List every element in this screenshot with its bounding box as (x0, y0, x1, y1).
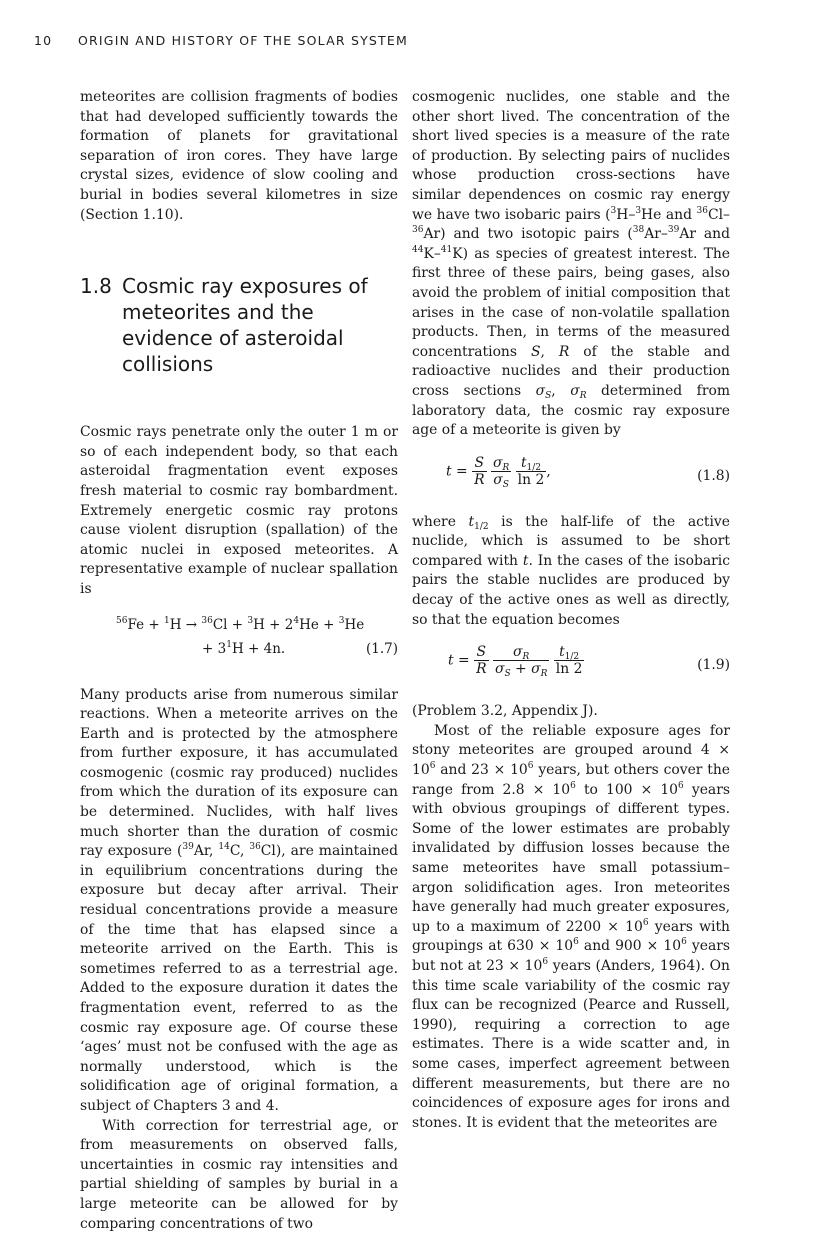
equation-number: (1.9) (697, 657, 730, 674)
paragraph: Cosmic rays penetrate only the outer 1 m or so of each independent body, so that each asteroidal fragmentation event exposes fresh material to cosmic ray bombardment. Extremely energetic cosmic ray protons cause violent disruption (spallation) of the atomic nuclei in exposed meteorites. A representative example of nuclear spallation is (80, 424, 398, 597)
paragraph: Many products arise from numerous similar reactions. When a meteorite arrives on the Earth and is protected by the atmosphere from further exposure, it has accumulated cosmogenic (cosmic ray produced) nuclides from which the duration of its exposure can be determined. Nuclides, with half lives much shorter than the duration of cosmic ray exposure ($^{39}$Ar, $^{14}$C, $^{36}$Cl), are maintained in equilibrium concentrations during the exposure but decay after arrival. Their residual concentrations provide a measure of the time that has elapsed since a meteorite arrived on the Earth. This is sometimes referred to as a terrestrial age. Added to the exposure duration it dates the fragmentation event, referred to as the cosmic ray exposure age. Of course these ‘ages’ must not be confused with the age as normally understood, which is the solidification age of original formation, a subject of Chapters 3 and 4. (80, 686, 398, 1114)
section-number: 1.8 (80, 274, 112, 299)
left-column (80, 88, 398, 1234)
running-header (34, 33, 408, 48)
running-title: ORIGIN AND HISTORY OF THE SOLAR SYSTEM (78, 33, 408, 48)
page-number: 10 (34, 33, 53, 48)
equation-1-9: t = $\frac{S}{R}$ $\frac{\sigma_R}{\sigma_S + \sigma_R}$ $\frac{t_{1/2}}{\ln 2}$ (1.9) (448, 644, 730, 680)
paragraph: Most of the reliable exposure ages for stony meteorites are grouped around $4 \times 10^6$ and $23 \times 10^6$ years, but others cover the range from $2.8 \times 10^6$ to $100 \times 10^6$ years with obvious groupings of different types. Some of the lower estimates are probably invalidated by diffusion losses because the same meteorites have small potassium–argon solidification ages. Iron meteorites have generally had much greater exposures, up to a maximum of $2200 \times 10^6$ years with groupings at $630 \times 10^6$ and $900 \times 10^6$ years but not at $23 \times 10^6$ years (Anders, 1964). On this time scale variability of the cosmic ray flux can be recognized (Pearce and Russell, 1990), requiring a correction to age estimates. There is a wide scatter and, in some cases, imperfect agreement between different measurements, but there are no coincidences of exposure ages for irons and stones. It is evident that the meteorites are (412, 722, 730, 1131)
section-heading (80, 273, 398, 377)
equation-1-7: $^{56}Fe + ^1H \to ^{36}Cl + ^3H + 2^4He + ^3He$ + $3^1H + 4n$. (1.7) (80, 616, 398, 674)
paragraph: cosmogenic nuclides, one stable and the other short lived. The concentration of the short lived species is a measure of the rate of production. By selecting pairs of nuclides whose production cross-sections have similar dependences on cosmic ray energy we have two isobaric pairs ($^3$H–$^3$He and $^{36}$Cl–$^{36}$Ar) and two isotopic pairs ($^{38}$Ar–$^{39}$Ar and $^{44}$K–$^{41}$K) as species of greatest interest. The first three of these pairs, being gases, also avoid the problem of initial composition that arises in the case of non-volatile spallation products. Then, in terms of the measured concentrations S, R of the stable and radioactive nuclides and their production cross sections $\sigma_S$, $\sigma_R$ determined from laboratory data, the cosmic ray exposure age of a meteorite is given by (412, 89, 730, 439)
paragraph: meteorites are collision fragments of bodies that had developed sufficiently towards the formation of planets for gravitational separation of iron cores. They have large crystal sizes, evidence of slow cooling and burial in bodies several kilometres in size (Section 1.10). (80, 89, 398, 223)
paragraph: where $t_{1/2}$ is the half-life of the active nuclide, which is assumed to be short compared with t. In the cases of the isobaric pairs the stable nuclides are produced by decay of the active ones as well as directly, so that the equation becomes (412, 513, 730, 628)
section-title: Cosmic ray exposures of meteorites and the evidence of asteroidal collisions (122, 274, 368, 377)
right-column (412, 88, 730, 1133)
paragraph: With correction for terrestrial age, or from measurements on observed falls, uncertainties in cosmic ray intensities and partial shielding of samples by burial in a large meteorite can be allowed for by comparing concentrations of two (80, 1117, 398, 1232)
equation-number: (1.8) (697, 467, 730, 484)
paragraph: (Problem 3.2, Appendix J). (412, 703, 598, 720)
equation-1-8: t = $\frac{S}{R}$ $\frac{\sigma_R}{\sigma_S}$ $\frac{t_{1/2}}{\ln 2}$ , (1.8) (446, 454, 730, 490)
equation-number: (1.7) (365, 640, 398, 657)
